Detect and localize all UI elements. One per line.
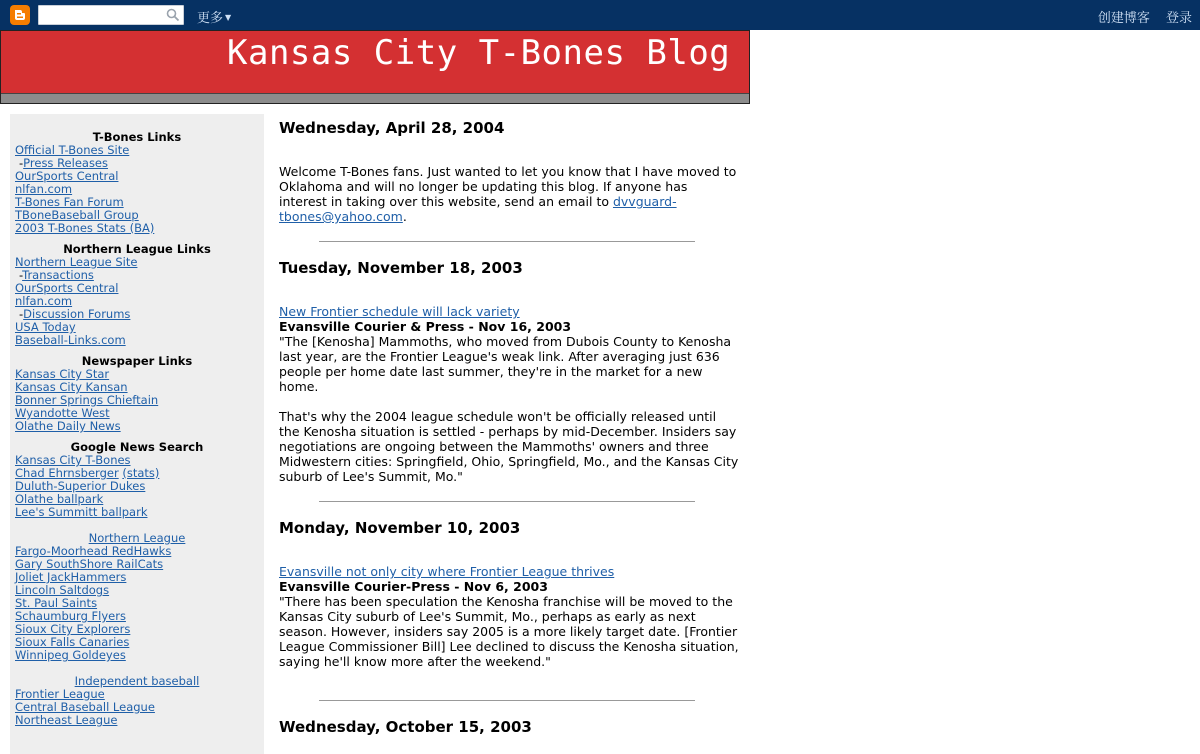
sidebar-heading-northern: Northern League Links <box>63 242 211 256</box>
sidebar-link-google-kc[interactable]: Kansas City T-Bones <box>15 453 131 467</box>
sidebar-link-press-releases[interactable]: Press Releases <box>23 156 109 170</box>
sidebar-link-team[interactable]: Gary SouthShore RailCats <box>15 557 164 571</box>
search-icon[interactable] <box>166 8 180 25</box>
header-strip <box>1 93 749 103</box>
sidebar-link-team[interactable]: Fargo-Moorhead RedHawks <box>15 544 172 558</box>
sidebar-heading-newspaper: Newspaper Links <box>81 354 193 368</box>
sidebar-heading-tbones: T-Bones Links <box>92 130 182 144</box>
sidebar-link-oursports-2[interactable]: OurSports Central <box>15 281 119 295</box>
sidebar-link-fan-forum[interactable]: T-Bones Fan Forum <box>15 195 124 209</box>
email-link[interactable]: dvvguard-tbones@yahoo.com <box>279 194 677 224</box>
login-link[interactable]: 登录 <box>1165 11 1192 26</box>
post-date: Wednesday, October 15, 2003 <box>279 718 532 736</box>
post-paragraph: "The [Kenosha] Mammoths, who moved from Dubois County to Kenosha last year, are the Frontier League's weak link. After averaging just 636 people per home date last summer, they're in the market for a new home. <box>279 334 732 394</box>
search-input[interactable] <box>38 5 184 25</box>
sidebar-link-league[interactable]: Central Baseball League <box>15 700 155 714</box>
sidebar-link-usatoday[interactable]: USA Today <box>15 320 76 334</box>
sidebar-link-baseball-links[interactable]: Baseball-Links.com <box>15 333 126 347</box>
sidebar-link-duluth[interactable]: Duluth-Superior Dukes <box>15 479 146 493</box>
sidebar-link-team[interactable]: Joliet JackHammers <box>15 570 127 584</box>
post-body <box>279 304 739 484</box>
sidebar-link-transactions[interactable]: Transactions <box>22 268 94 282</box>
post-paragraph: "There has been speculation the Kenosha franchise will be moved to the Kansas City suburb of Lee's Summit, Mo., perhaps as early as next season. However, insiders say 2005 is a more likely target date. [Frontier League Commissioner Bill] Lee declined to discuss the Kenosha situation, saying he'll know more after the weekend." <box>279 594 739 669</box>
sidebar-link-team[interactable]: Sioux Falls Canaries <box>15 635 130 649</box>
sidebar-link-nlfan[interactable]: nlfan.com <box>15 182 73 196</box>
sidebar-sub-transactions: -Transactions <box>19 268 94 282</box>
post-body <box>279 564 739 669</box>
post-text-end: . <box>402 209 407 224</box>
sidebar-link-official-site[interactable]: Official T-Bones Site <box>15 143 130 157</box>
sidebar-link-discussion[interactable]: Discussion Forums <box>23 307 131 321</box>
main-content <box>279 114 739 734</box>
navbar-right <box>1086 7 1192 26</box>
create-blog-link[interactable]: 创建博客 <box>1097 11 1150 26</box>
sidebar-link-independent[interactable]: Independent baseball <box>74 674 200 688</box>
sidebar-link-league[interactable]: Frontier League <box>15 687 105 701</box>
sidebar-link-team[interactable]: Schaumburg Flyers <box>15 609 126 623</box>
more-menu-button[interactable] <box>197 7 231 26</box>
sidebar-link-oursports[interactable]: OurSports Central <box>15 169 119 183</box>
sidebar-link-chad[interactable]: Chad Ehrnsberger <box>15 466 119 480</box>
sidebar-link-team[interactable]: Sioux City Explorers <box>15 622 131 636</box>
sidebar-link-team[interactable]: St. Paul Saints <box>15 596 98 610</box>
sidebar-link-group[interactable]: TBoneBaseball Group <box>15 208 139 222</box>
blogger-logo-icon[interactable] <box>10 5 30 25</box>
post-source: Evansville Courier-Press - Nov 6, 2003 <box>279 579 548 594</box>
more-label: 更多 <box>197 11 224 26</box>
sidebar-link-team[interactable]: Lincoln Saltdogs <box>15 583 110 597</box>
sidebar-link-chad-stats[interactable]: (stats) <box>122 466 160 480</box>
post-date: Tuesday, November 18, 2003 <box>279 259 523 277</box>
post-date: Monday, November 10, 2003 <box>279 519 521 537</box>
chevron-down-icon: ▼ <box>225 13 232 22</box>
post-divider <box>319 501 695 502</box>
post-title-link[interactable]: New Frontier schedule will lack variety <box>279 304 520 319</box>
post-date: Wednesday, April 28, 2004 <box>279 119 505 137</box>
sidebar-link-lees-ballpark[interactable]: Lee's Summitt ballpark <box>15 505 148 519</box>
post-source: Evansville Courier & Press - Nov 16, 2003 <box>279 319 572 334</box>
sidebar-link-wyandotte[interactable]: Wyandotte West <box>15 406 110 420</box>
sidebar-link-stats[interactable]: 2003 T-Bones Stats (BA) <box>15 221 155 235</box>
post-divider <box>319 241 695 242</box>
sidebar <box>10 114 264 754</box>
post-title-link[interactable]: Evansville not only city where Frontier League thrives <box>279 564 615 579</box>
sidebar-link-kc-kansan[interactable]: Kansas City Kansan <box>15 380 128 394</box>
post-body <box>279 164 739 224</box>
sidebar-link-nlfan-2[interactable]: nlfan.com <box>15 294 73 308</box>
sidebar-link-northern-site[interactable]: Northern League Site <box>15 255 138 269</box>
blog-header <box>0 30 750 104</box>
blog-title[interactable]: Kansas City T-Bones Blog <box>227 33 731 73</box>
post-paragraph: That's why the 2004 league schedule won't be officially released until the Kenosha situation is settled - perhaps by mid-December. Insiders say negotiations are ongoing between the Mammoths' owners and three Midwestern cities: Springfield, Ohio, Springfield, Mo., and the Kansas City suburb of Lee's Summit, Mo." <box>279 409 739 484</box>
sidebar-link-bonner[interactable]: Bonner Springs Chieftain <box>15 393 159 407</box>
sidebar-link-league[interactable]: Northeast League <box>15 713 118 727</box>
blogger-navbar <box>0 0 1200 30</box>
sidebar-link-olathe-ballpark[interactable]: Olathe ballpark <box>15 492 104 506</box>
sidebar-link-team[interactable]: Winnipeg Goldeyes <box>15 648 126 662</box>
sidebar-link-kc-star[interactable]: Kansas City Star <box>15 367 110 381</box>
sidebar-sub-press: -Press Releases <box>19 156 109 170</box>
sidebar-link-olathe-news[interactable]: Olathe Daily News <box>15 419 121 433</box>
sidebar-link-northern-league[interactable]: Northern League <box>88 531 186 545</box>
post-text: Welcome T-Bones fans. Just wanted to let you know that I have moved to Oklahoma and will no longer be updating this blog. If anyone has interest in taking over this website, send an email to <box>279 164 737 209</box>
post-divider <box>319 700 695 701</box>
sidebar-heading-google: Google News Search <box>70 440 204 454</box>
sidebar-sub-discussion: -Discussion Forums <box>19 307 131 321</box>
